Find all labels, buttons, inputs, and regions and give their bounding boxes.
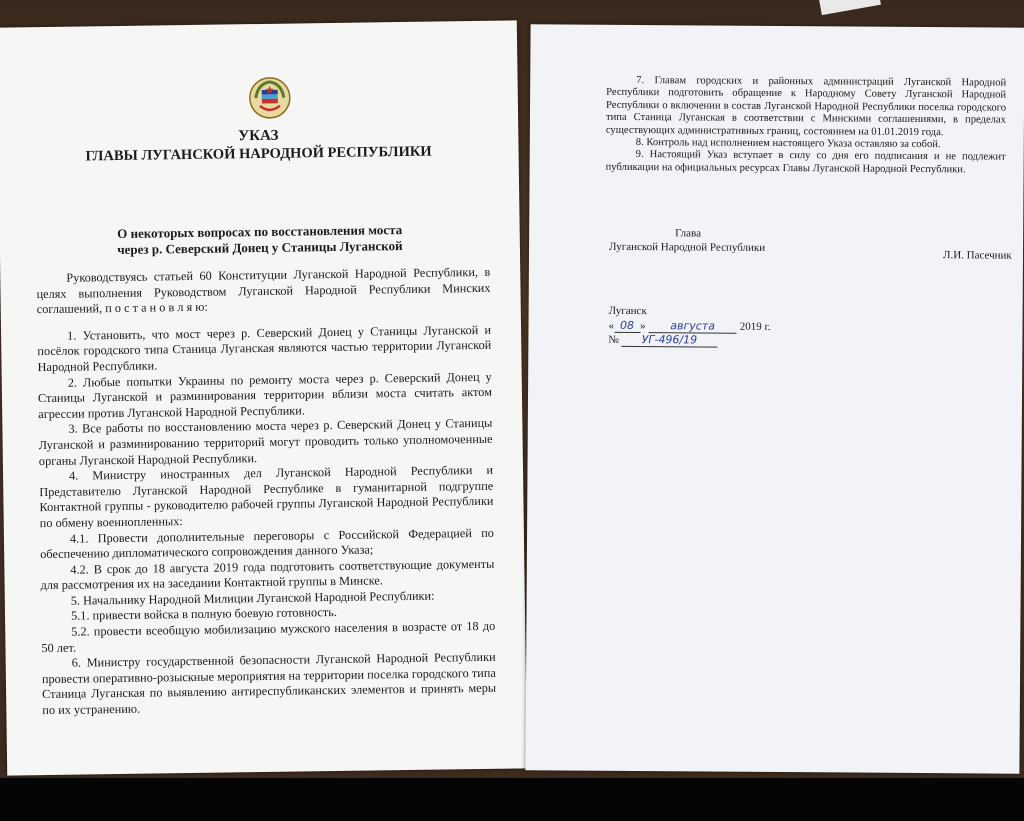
decree-title: УКАЗ [238, 127, 279, 145]
decree-page-1 [0, 20, 527, 775]
bottom-bar [0, 778, 1024, 821]
signature-org: Луганской Народной Республики [609, 240, 766, 254]
item-5-1: 5.1. привести войска в полную боевую готовность. [70, 605, 337, 624]
item-5-2: 5.2. провести всеобщую мобилизацию мужского населения в возрасте от 18 до 50 лет. [41, 618, 496, 655]
date-day: 08 [614, 319, 640, 333]
item-1: 1. Установить, что мост через р. Северский Донец у Станицы Луганской и посёлок городского типа Станица Луганская являются частью территории Луганской Народной Республики. [37, 322, 492, 375]
number-value: УГ-496/19 [622, 333, 718, 348]
preamble: Руководствуясь статьей 60 Конституции Луганской Народной Республики, в целях выполнения Руководством Луганской Народной Республики Минских соглашений, п о с т а н о в л я ю: [36, 264, 491, 317]
item-4: 4. Министру иностранных дел Луганской Народной Республики и Представителю Луганской Народной Республике в гуманитарной подгруппе Контактной группы - руководителю рабочей группы Луганской Народной Республики по обмену военнопленных: [39, 462, 494, 531]
emblem-icon [248, 76, 293, 121]
date-open-quote: « [608, 319, 615, 332]
item-6: 6. Министру государственной безопасности Луганской Народной Республики провести оперативно-розыскные мероприятия на территории поселка городского типа Станица Луганская по выявлению антиреспубликанских элементов и принять меры по их устранению. [41, 650, 497, 718]
signature-name: Л.И. Пасечник [942, 249, 1012, 262]
decree-page-2 [525, 24, 1024, 773]
item-4-2: 4.2. В срок до 18 августа 2019 года подготовить соответствующие документы для рассмотрения их на заседании Контактной группы в Минске. [40, 556, 495, 593]
number-prefix: № [608, 333, 619, 346]
decree-subject-line1: О некоторых вопросах по восстановления моста [117, 222, 403, 242]
item-9: 9. Настоящий Указ вступает в силу со дня его подписания и не подлежит публикации на официальных ресурсах Главы Луганской Народной Республики. [605, 149, 1006, 176]
decree-issuer: ГЛАВЫ ЛУГАНСКОЙ НАРОДНОЙ РЕСПУБЛИКИ [85, 143, 432, 165]
decree-number [608, 333, 717, 347]
item-8: 8. Контроль над исполнением настоящего Указа оставляю за собой. [635, 137, 941, 151]
date-year: 2019 г. [739, 320, 771, 333]
decree-body [36, 265, 496, 719]
issue-city: Луганск [608, 304, 647, 318]
item-3: 3. Все работы по восстановлению моста через р. Северский Донец у Станицы Луганской и разминированию территорий могут проводить только уполномоченные органы Луганской Народной Республики. [38, 416, 493, 468]
date-close-quote: » [639, 320, 646, 333]
date-month: августа [648, 319, 737, 334]
item-7: 7. Главам городских и районных администраций Луганской Народной Республики подготовить обращение к Народному Совету Луганской Народной Республики о включении в состав Луганской Народной Республики поселка городского типа Станица Луганская в соответствии с Минскими соглашениями, в пределах существующих административных границ, состоянием на 01.01.2019 года. [605, 75, 1007, 138]
item-2: 2. Любые попытки Украины по ремонту моста через р. Северский Донец у Станицы Луганской и разминирования территории вблизи моста считать актом агрессии против Луганской Народной Республики. [37, 369, 493, 421]
issue-date [608, 319, 770, 333]
decree-subject-line2: через р. Северский Донец у Станицы Луганской [117, 238, 403, 258]
decree-body-continued [606, 75, 1007, 177]
item-5: 5. Начальнику Народной Милиции Луганской Народной Республики: [70, 588, 435, 608]
signature-title: Глава [675, 227, 702, 240]
item-4-1: 4.1. Провести дополнительные переговоры с Российской Федерацией по обеспечению дипломатического сопровождения данного Указа; [40, 525, 494, 562]
